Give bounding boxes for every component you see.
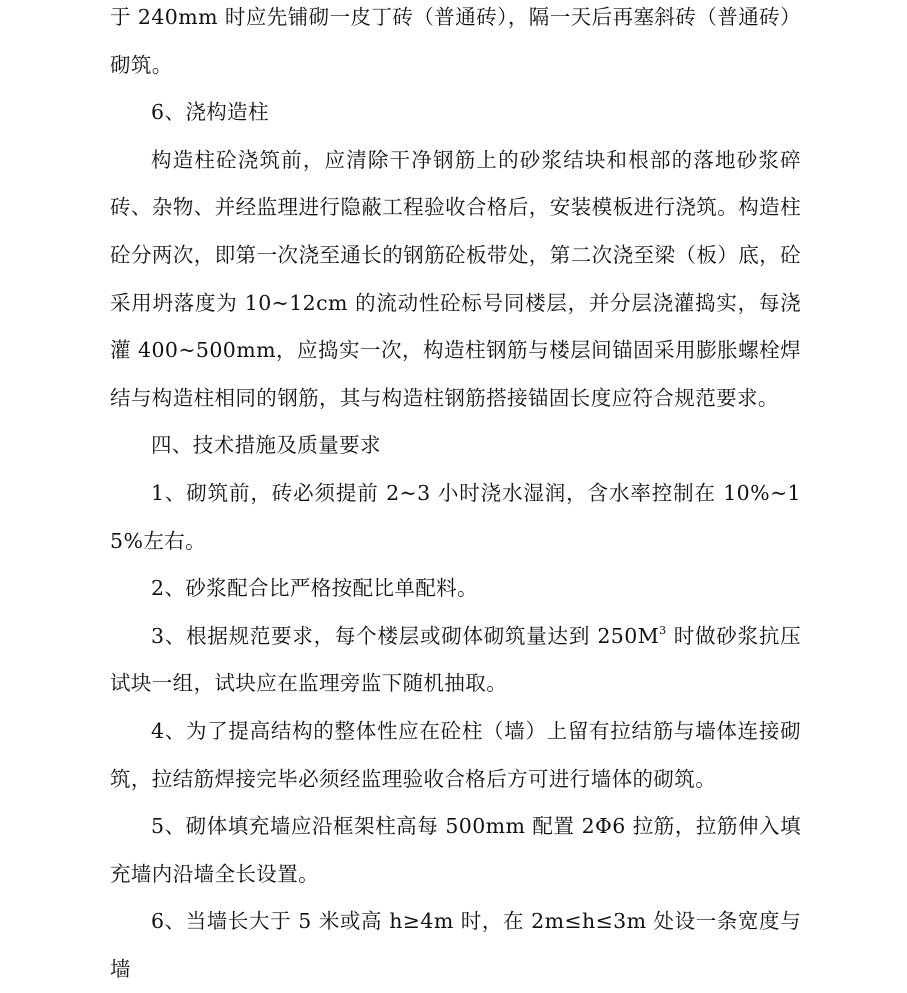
- paragraph-item-3: [0, 613, 907, 708]
- paragraph-continuation: 于 240mm 时应先铺砌一皮丁砖（普通砖），隔一天后再塞斜砖（普通砖）砌筑。: [110, 5, 801, 77]
- section-heading-technical-measures: 四、技术措施及质量要求: [151, 433, 381, 458]
- section-heading-pour-constructional-column: 6、浇构造柱: [151, 100, 269, 125]
- paragraph-item-1: 1、砌筑前，砖必须提前 2~3 小时浇水湿润，含水率控制在 10%~15%左右。: [110, 480, 801, 553]
- paragraph-item-2: 2、砂浆配合比严格按配比单配料。: [151, 576, 478, 601]
- paragraph-constructional-column: 构造柱砼浇筑前，应清除干净钢筋上的砂浆结块和根部的落地砂浆碎砖、杂物、并经监理进行隐蔽工程验收合格后，安装模板进行浇筑。构造柱砼分两次，即第一次浇至通长的钢筋砼板带处，第二次浇至梁（板）底，砼采用坍落度为 10~12cm 的流动性砼标号同楼层，并分层浇灌捣实，每浇灌 400~500mm，应捣实一次，构造柱钢筋与楼层间锚固采用膨胀螺栓焊结与构造柱相同的钢筋，其与构造柱钢筋搭接锚固长度应符合规范要求。: [110, 147, 801, 410]
- paragraph-item-6: 6、当墙长大于 5 米或高 h≥4m 时，在 2m≤h≤3m 处设一条宽度与墙: [110, 909, 801, 981]
- paragraph-item-4: 4、为了提高结构的整体性应在砼柱（墙）上留有拉结筋与墙体连接砌筑，拉结筋焊接完毕必须经监理验收合格后方可进行墙体的砌筑。: [110, 718, 801, 791]
- paragraph-item-5: 5、砌体填充墙应沿框架柱高每 500mm 配置 2Φ6 拉筋，拉筋伸入填充墙内沿墙全长设置。: [110, 814, 801, 886]
- superscript-3: 3: [659, 623, 667, 637]
- paragraph-item-3-after: 时做砂浆抗压试块一组，试块应在监理旁监下随机抽取。: [110, 623, 801, 696]
- paragraph-item-3-before: 3、根据规范要求，每个楼层或砌体砌筑量达到 250M: [151, 623, 660, 648]
